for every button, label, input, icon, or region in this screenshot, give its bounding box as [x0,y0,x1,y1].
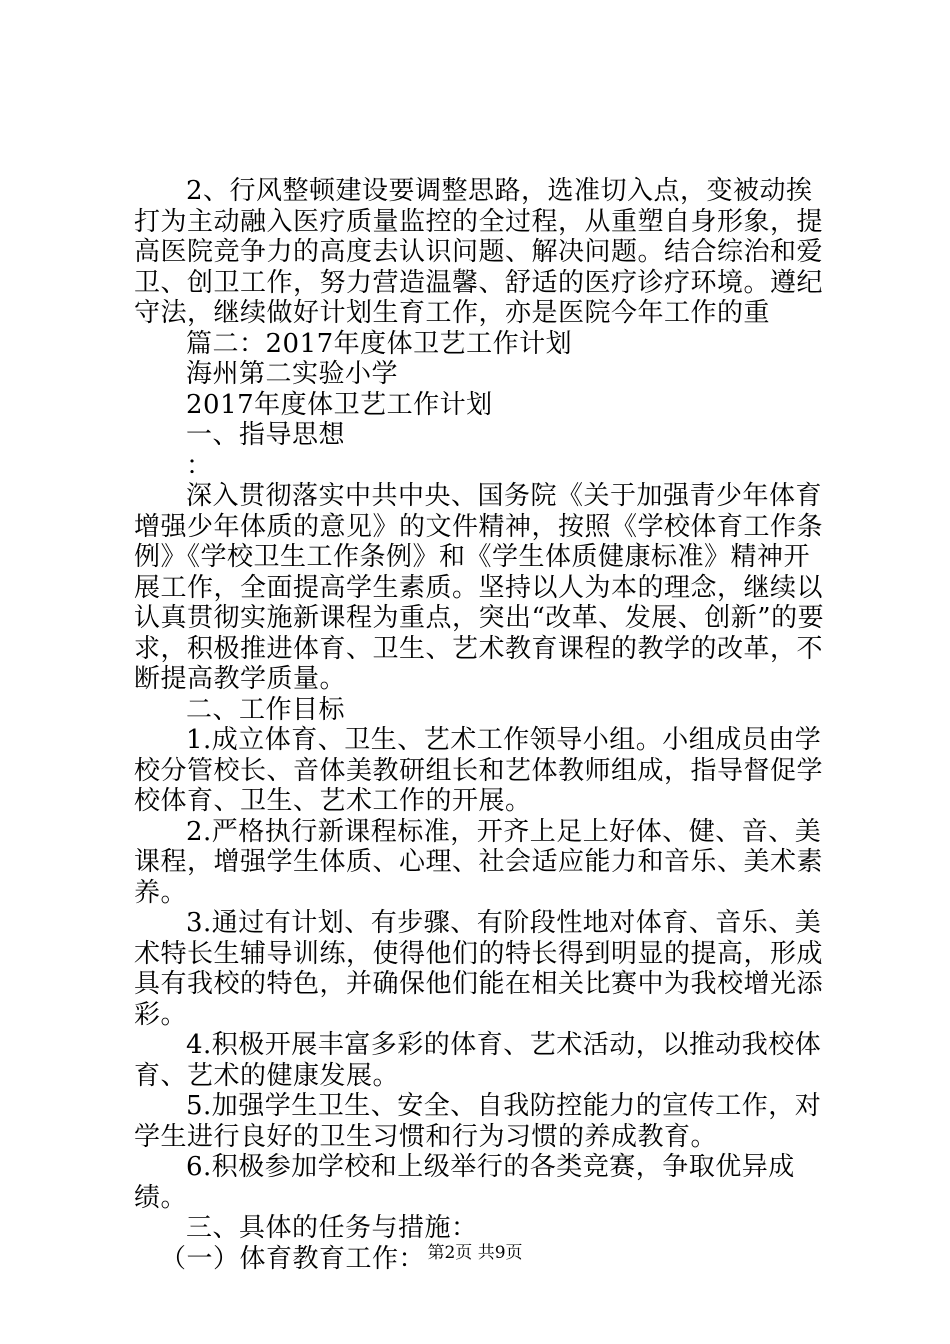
goal-item-3: 3.通过有计划、有步骤、有阶段性地对体育、音乐、美术特长生辅导训练，使得他们的特长得到明显的提高，形成具有我校的特色，并确保他们能在相关比赛中为我校增光添彩。 [134,908,824,1030]
subheading-pe-work: （一）体育教育工作： [160,1243,426,1274]
paragraph-conduct-rectification: 2、行风整顿建设要调整思路，选准切入点，变被动挨打为主动融入医疗质量监控的全过程，从重塑自身形象，提高医院竞争力的高度去认识问题、解决问题。结合综治和爱卫、创卫工作，努力营造温馨、舒适的医疗诊疗环境。遵纪守法，继续做好计划生育工作，亦是医院今年工作的重 [134,176,824,328]
goal-item-6: 6.积极参加学校和上级举行的各类竞赛，争取优异成绩。 [134,1152,795,1213]
goal-item-2: 2.严格执行新课程标准，开齐上足上好体、健、音、美课程，增强学生体质、心理、社会适应能力和音乐、美术素养。 [134,816,824,908]
section-title-part-two: 篇二：2017年度体卫艺工作计划 [186,328,573,359]
heading-guiding-ideology: 一、指导思想 [186,420,346,450]
document-body [134,176,834,1274]
goal-item-5: 5.加强学生卫生、安全、自我防控能力的宣传工作，对学生进行良好的卫生习惯和行为习惯的养成教育。 [134,1091,822,1152]
goal-item-4: 4.积极开展丰富多彩的体育、艺术活动，以推动我校体育、艺术的健康发展。 [134,1030,822,1091]
plan-title: 2017年度体卫艺工作计划 [186,389,493,420]
paragraph-guiding-ideology: 深入贯彻落实中共中央、国务院《关于加强青少年体育增强少年体质的意见》的文件精神，按照《学校体育工作条例》《学校卫生工作条例》和《学生体质健康标准》精神开展工作，全面提高学生素质。坚持以人为本的理念，继续以认真贯彻实施新课程为重点，突出“改革、发展、创新”的要求，积极推进体育、卫生、艺术教育课程的教学的改革，不断提高教学质量。 [134,481,825,694]
stray-colon: ： [186,450,213,481]
page-number-footer: 第2页 共9页 [427,1243,523,1263]
heading-tasks-measures: 三、具体的任务与措施： [186,1213,478,1243]
goal-item-1: 1.成立体育、卫生、艺术工作领导小组。小组成员由学校分管校长、音体美教研组长和艺体教师组成，指导督促学校体育、卫生、艺术工作的开展。 [134,725,824,816]
school-name: 海州第二实验小学 [186,359,399,389]
heading-work-goals: 二、工作目标 [186,694,346,725]
